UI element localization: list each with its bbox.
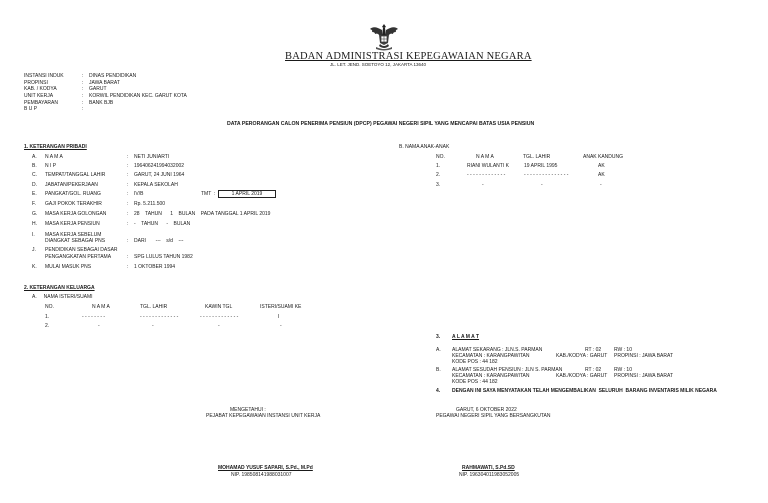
- address-kab: KAB./KODYA : GARUT: [556, 373, 608, 379]
- row-colon: :: [127, 191, 129, 197]
- column-header: NO.: [436, 154, 445, 160]
- section4-number: 4.: [436, 388, 441, 394]
- row-letter: A.: [436, 347, 441, 353]
- row-label: N A M A: [45, 154, 63, 160]
- info-colon: :: [82, 106, 84, 112]
- row-colon: :: [127, 238, 129, 244]
- row-value: 28 TAHUN 1 BULAN PADA TANGGAL 1 APRIL 2019: [134, 211, 271, 217]
- row-label: MULAI MASUK PNS: [45, 264, 92, 270]
- row-letter: B.: [436, 367, 441, 373]
- row-colon: :: [127, 254, 129, 260]
- row-label: MASA KERJA PENSIUN: [45, 221, 100, 227]
- info-value: KORWIL PENDIDIKAN KEC. GARUT KOTA: [89, 93, 187, 99]
- table-cell: 1.: [436, 163, 441, 169]
- row-value: KEPALA SEKOLAH: [134, 182, 178, 188]
- tmt-label: TMT: [201, 191, 212, 197]
- row-label: MASA KERJA SEBELUM: [45, 232, 102, 238]
- column-header: NO.: [45, 304, 54, 310]
- column-header: N A M A: [92, 304, 110, 310]
- table-cell: 2.: [436, 172, 441, 178]
- row-colon: :: [127, 264, 129, 270]
- row-letter: I.: [32, 232, 35, 238]
- address-after-pension: ALAMAT SESUDAH PENSIUN : JLN S. PARMAN: [452, 367, 563, 373]
- table-cell: AK: [598, 172, 605, 178]
- table-cell: -: [600, 182, 602, 188]
- table-cell: -: [98, 323, 100, 329]
- row-value: Rp. 5.211.500: [134, 201, 166, 207]
- row-letter: J.: [32, 247, 36, 253]
- section4-statement: DENGAN INI SAYA MENYATAKAN TELAH MENGEMBALIKAN SELURUH BARANG INVENTARIS MILIK NEGARA: [452, 388, 717, 394]
- column-header: TGL. LAHIR: [523, 154, 551, 160]
- column-header: TGL. LAHIR: [140, 304, 168, 310]
- row-letter: F.: [32, 201, 36, 207]
- info-label: PROPINSI: [24, 80, 48, 86]
- info-label: B U P: [24, 106, 38, 112]
- row-label: DIANGKAT SEBAGAI PNS: [45, 238, 106, 244]
- section3-heading: A L A M A T: [452, 334, 480, 340]
- row-value: SPG LULUS TAHUN 1982: [134, 254, 193, 260]
- info-label: UNIT KERJA: [24, 93, 54, 99]
- row-label: PANGKAT/GOL. RUANG: [45, 191, 101, 197]
- table-cell: 19 APRIL 1995: [524, 163, 558, 169]
- address-prop: PROPINSI : JAWA BARAT: [614, 353, 673, 359]
- document-title: DATA PERORANGAN CALON PENERIMA PENSIUN (DPCP) PEGAWAI NEGERI SIPIL YANG MENCAPAI BATAS USIA PENSIUN: [227, 121, 535, 127]
- table-cell: -: [280, 323, 282, 329]
- table-cell: -: [482, 182, 484, 188]
- row-colon: :: [127, 221, 129, 227]
- row-value: IV/B: [134, 191, 144, 197]
- row-label: PENGANGKATAN PERTAMA: [45, 254, 112, 260]
- row-colon: :: [214, 191, 216, 197]
- row-label: TEMPAT/TANGGAL LAHIR: [45, 172, 106, 178]
- sign-left-nip: NIP. 198508141988031007: [231, 472, 292, 478]
- row-value: 1 OKTOBER 1994: [134, 264, 176, 270]
- section2-heading: 2. KETERANGAN KELUARGA: [24, 285, 95, 291]
- column-header: KAWIN TGL: [205, 304, 233, 310]
- address-kecamatan: KECAMATAN : KARANGPAWITAN: [452, 353, 530, 359]
- row-letter: G.: [32, 211, 38, 217]
- address-rw: RW : 10: [614, 347, 632, 353]
- row-label: PENDIDIKAN SEBAGAI DASAR: [45, 247, 118, 253]
- row-letter: A.: [32, 154, 37, 160]
- table-cell: -: [541, 182, 543, 188]
- address-kodepos: KODE POS : 44 182: [452, 359, 498, 365]
- org-address: JL. LET. JEND. SOETOYO 12, JAKARTA 13640: [330, 62, 427, 67]
- sign-left-role: PEJABAT KEPEGAWAIAN INSTANSI UNIT KERJA: [206, 413, 321, 419]
- address-kab: KAB./KODYA : GARUT: [556, 353, 608, 359]
- info-colon: :: [82, 100, 84, 106]
- info-value: DINAS PENDIDIKAN: [89, 73, 137, 79]
- table-cell: -: [152, 323, 154, 329]
- info-value: JAWA BARAT: [89, 80, 120, 86]
- section3-number: 3.: [436, 334, 441, 340]
- sign-right-name: RAHMAWATI, S.Pd.SD: [462, 465, 515, 471]
- info-label: KAB. / KODYA: [24, 86, 57, 92]
- table-cell: AK: [598, 163, 605, 169]
- table-cell: 1.: [45, 314, 50, 320]
- row-letter: H.: [32, 221, 37, 227]
- row-label: N I P: [45, 163, 57, 169]
- info-label: PEMBAYARAN: [24, 100, 58, 106]
- row-letter: B.: [32, 163, 37, 169]
- row-letter: D.: [32, 182, 37, 188]
- table-cell: - - - - - - - - - - - - -: [140, 314, 179, 320]
- row-value: 196406241994032002: [134, 163, 185, 169]
- sign-right-nip: NIP. 196304011983052005: [459, 472, 520, 478]
- address-kecamatan: KECAMATAN : KARANGPAWITAN: [452, 373, 530, 379]
- table-cell: 3.: [436, 182, 441, 188]
- row-value: NETI JUNIARTI: [134, 154, 170, 160]
- column-header: ANAK KANDUNG: [583, 154, 624, 160]
- table-cell: - - - - - - - -: [82, 314, 106, 320]
- column-header: ISTERI/SUAMI KE: [260, 304, 302, 310]
- row-colon: :: [127, 201, 129, 207]
- row-colon: :: [127, 163, 129, 169]
- address-rw: RW : 10: [614, 367, 632, 373]
- sign-left-name: MOHAMAD YUSUF SAPARI, S.Pd., M.Pd: [218, 465, 313, 471]
- row-label: JABATAN/PEKERJAAN: [45, 182, 98, 188]
- garuda-emblem-icon: [368, 22, 400, 52]
- section1-heading: 1. KETERANGAN PRIBADI: [24, 144, 87, 150]
- row-colon: :: [127, 172, 129, 178]
- sign-right-role: PEGAWAI NEGERI SIPIL YANG BERSANGKUTAN: [436, 413, 551, 419]
- sign-left-known: MENGETAHUI :: [230, 407, 266, 413]
- spouse-heading: A. NAMA ISTERI/SUAMI: [32, 294, 93, 300]
- children-heading: B. NAMA ANAK-ANAK: [399, 144, 450, 150]
- row-value: GARUT, 24 JUNI 1964: [134, 172, 185, 178]
- row-colon: :: [127, 182, 129, 188]
- info-colon: :: [82, 80, 84, 86]
- row-value: - TAHUN - BULAN: [134, 221, 191, 227]
- info-label: INSTANSI INDUK: [24, 73, 64, 79]
- table-cell: I: [278, 314, 280, 320]
- sign-right-date: GARUT, 6 OKTOBER 2022: [456, 407, 517, 413]
- tmt-value: 1 APRIL 2019: [218, 190, 276, 198]
- row-label: GAJI POKOK TERAKHIR: [45, 201, 102, 207]
- address-kodepos: KODE POS : 44 182: [452, 379, 498, 385]
- row-value: DARI --- s/d ---: [134, 238, 184, 244]
- info-value: BANK BJB: [89, 100, 114, 106]
- org-title: BADAN ADMINISTRASI KEPEGAWAIAN NEGARA: [285, 51, 532, 62]
- table-cell: 2.: [45, 323, 50, 329]
- table-cell: RIANI WULANTI K: [467, 163, 509, 169]
- table-cell: - - - - - - - - - - - - -: [200, 314, 239, 320]
- row-colon: :: [127, 154, 129, 160]
- table-cell: -: [218, 323, 220, 329]
- info-colon: :: [82, 73, 84, 79]
- table-cell: - - - - - - - - - - - - - - -: [524, 172, 569, 178]
- info-colon: :: [82, 93, 84, 99]
- table-cell: - - - - - - - - - - - - -: [467, 172, 506, 178]
- info-colon: :: [82, 86, 84, 92]
- column-header: N A M A: [476, 154, 494, 160]
- row-letter: K.: [32, 264, 37, 270]
- row-colon: :: [127, 211, 129, 217]
- row-letter: C.: [32, 172, 37, 178]
- address-current: ALAMAT SEKARANG : JLN.S. PARMAN: [452, 347, 543, 353]
- address-prop: PROPINSI : JAWA BARAT: [614, 373, 673, 379]
- row-letter: E.: [32, 191, 37, 197]
- info-value: GARUT: [89, 86, 107, 92]
- row-label: MASA KERJA GOLONGAN: [45, 211, 107, 217]
- address-rt: RT : 02: [585, 347, 602, 353]
- address-rt: RT : 02: [585, 367, 602, 373]
